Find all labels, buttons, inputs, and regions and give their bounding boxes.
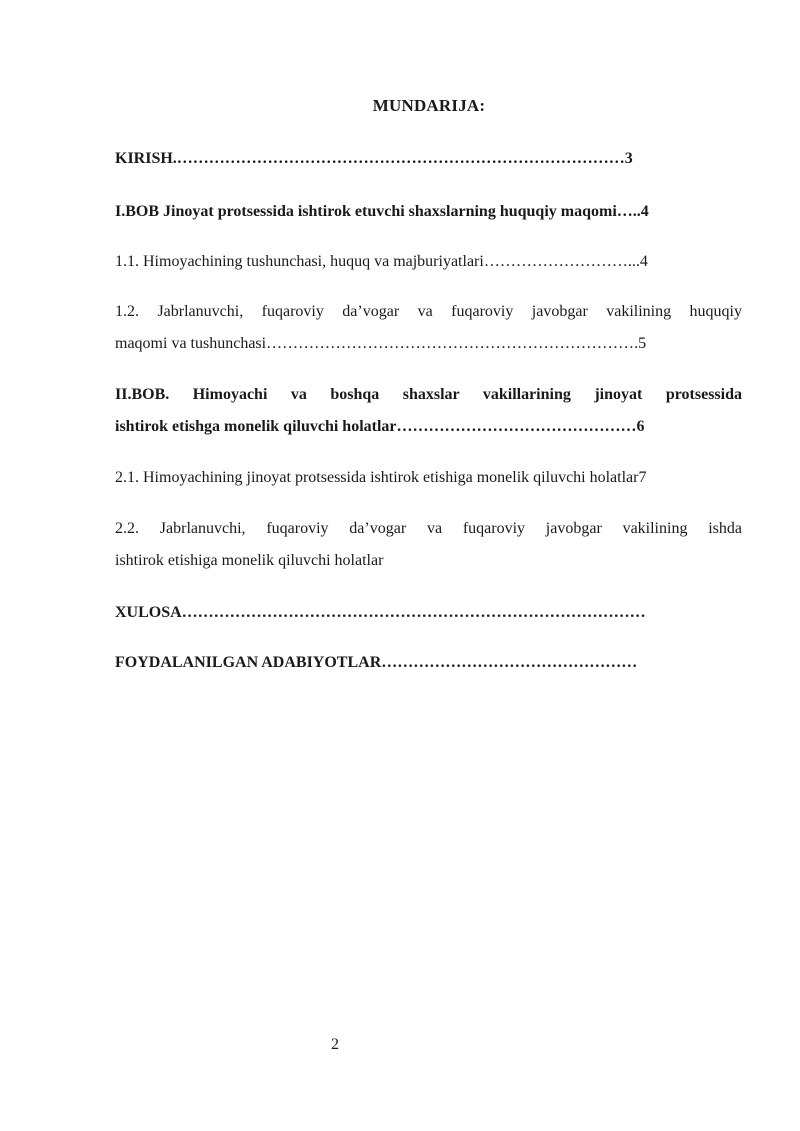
toc-entry-2-2-line-2: ishtirok etishiga monelik qiluvchi holatlar — [115, 552, 384, 569]
toc-entry-foydalanilgan-adabiyotlar: FOYDALANILGAN ADABIYOTLAR………………………………………… — [115, 654, 638, 671]
toc-entry-chapter-2-line-1: II.BOB. Himoyachi va boshqa shaxslar vakillarining jinoyat protsessida — [115, 386, 742, 403]
toc-entry-2-2-line-1: 2.2. Jabrlanuvchi, fuqaroviy da’vogar va fuqaroviy javobgar vakilining ishda — [115, 520, 742, 537]
toc-entry-2-2 — [115, 513, 742, 577]
toc-entry-chapter-2-line-2: ishtirok etishga monelik qiluvchi holatlar………………………………………6 — [115, 418, 645, 435]
toc-entry-1-2-line-2: maqomi va tushunchasi…………………………………………………………….5 — [115, 335, 647, 352]
toc-entry-1-1: 1.1. Himoyachining tushunchasi, huquq va majburiyatlari………………………...4 — [115, 253, 648, 270]
toc-entry-1-2 — [115, 296, 742, 360]
toc-entry-2-1: 2.1. Himoyachining jinoyat protsessida ishtirok etishiga monelik qiluvchi holatlar7 — [115, 469, 647, 486]
toc-entry-chapter-1: I.BOB Jinoyat protsessida ishtirok etuvchi shaxslarning huquqiy maqomi…..4 — [115, 203, 649, 220]
page-number: 2 — [331, 1036, 339, 1053]
toc-entry-kirish: KIRISH.…………………………………………………………………………3 — [115, 150, 633, 167]
toc-entry-xulosa: XULOSA…………………………………………………………………………… — [115, 604, 646, 621]
toc-title: MUNDARIJA: — [372, 96, 486, 115]
toc-entry-chapter-2 — [115, 379, 742, 443]
toc-entry-1-2-line-1: 1.2. Jabrlanuvchi, fuqaroviy da’vogar va fuqaroviy javobgar vakilining huquqiy — [115, 303, 742, 320]
